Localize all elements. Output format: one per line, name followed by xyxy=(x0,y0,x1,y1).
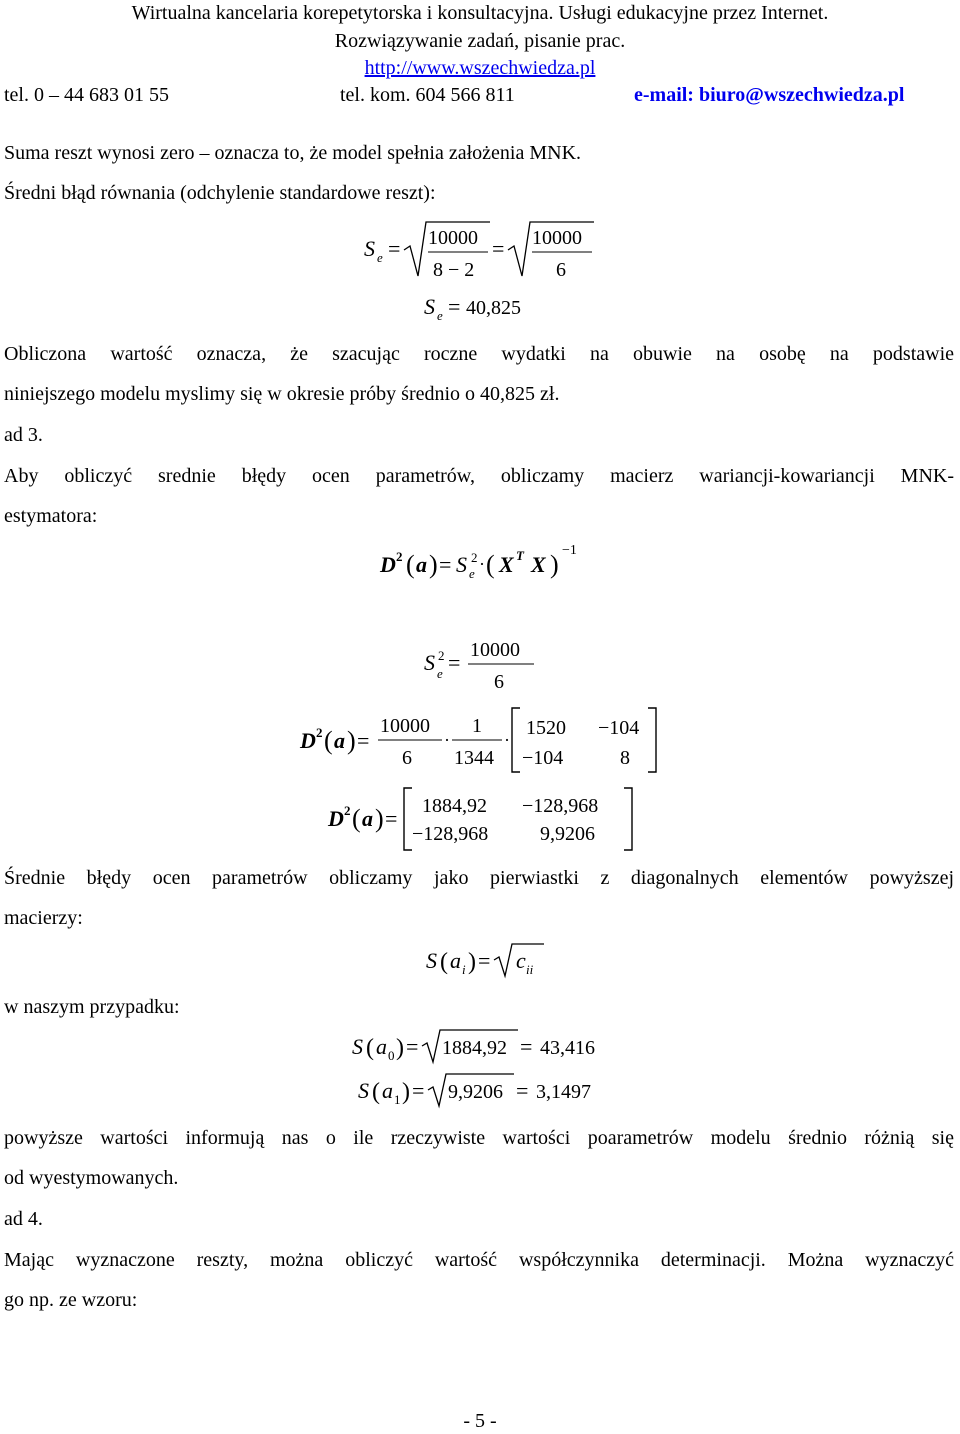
svg-text:e: e xyxy=(437,308,443,323)
svg-text:2: 2 xyxy=(396,549,403,564)
se-num-2: 10000 xyxy=(532,227,582,249)
svg-text:a: a xyxy=(334,728,345,753)
svg-text:T: T xyxy=(516,548,524,563)
header-line2: Rozwiązywanie zadań, pisanie prac. xyxy=(334,30,626,52)
paragraph-std-error: Średni błąd równania (odchylenie standardowe reszt): xyxy=(4,182,436,204)
svg-text:2: 2 xyxy=(471,550,478,565)
s1-res: 3,1497 xyxy=(536,1081,591,1103)
svg-text:·: · xyxy=(444,730,450,750)
svg-text:): ) xyxy=(347,726,356,755)
d-frac1-num: 10000 xyxy=(380,715,430,737)
svg-text:e: e xyxy=(377,250,383,265)
svg-text:(: ( xyxy=(352,804,361,833)
d-frac2-den: 1344 xyxy=(454,747,494,769)
svg-text:=: = xyxy=(492,236,505,261)
svg-text:S: S xyxy=(364,236,375,261)
svg-text:S: S xyxy=(424,294,435,319)
svg-text:=: = xyxy=(439,552,452,577)
svg-text:e: e xyxy=(437,666,443,681)
se-result: 40,825 xyxy=(466,297,521,319)
variance-calc-formula xyxy=(296,704,676,778)
svg-text:=: = xyxy=(520,1034,533,1059)
header-phone: tel. 0 – 44 683 01 55 xyxy=(4,84,169,106)
svg-text:=: = xyxy=(385,806,398,831)
page-number: - 5 - xyxy=(463,1410,497,1432)
paragraph-residuals: Suma reszt wynosi zero – oznacza to, że model spełnia założenia MNK. xyxy=(4,142,582,164)
paragraph-conclusion: powyższe wartości informują nas o ile rzeczywiste wartości poarametrów modelu średnio różnią się od wyestymowanych. xyxy=(4,1127,954,1189)
svg-text:a: a xyxy=(416,552,427,577)
svg-text:0: 0 xyxy=(388,1048,395,1063)
d-frac2-num: 1 xyxy=(472,715,482,737)
svg-text:=: = xyxy=(412,1078,425,1103)
svg-text:e: e xyxy=(469,566,475,581)
std-error-general-formula xyxy=(422,938,552,982)
se2-den: 6 xyxy=(494,671,504,693)
variance-result-formula xyxy=(324,784,644,858)
paragraph-determination: Mając wyznaczone reszty, można obliczyć wartość współczynnika determinacji. Można wyznaczyć go np. ze wzoru: xyxy=(4,1249,954,1311)
m2-a11: 1884,92 xyxy=(422,795,487,817)
svg-text:2: 2 xyxy=(344,803,351,818)
d-frac1-den: 6 xyxy=(402,747,412,769)
svg-text:2: 2 xyxy=(316,725,323,740)
svg-text:a: a xyxy=(450,948,461,973)
s0-val: 1884,92 xyxy=(442,1037,507,1059)
m2-a12: −128,968 xyxy=(522,795,599,817)
svg-text:a: a xyxy=(362,806,373,831)
svg-text:a: a xyxy=(376,1034,387,1059)
paragraph-std-errors: Średnie błędy ocen parametrów obliczamy jako pierwiastki z diagonalnych elementów powyższej macierzy: xyxy=(4,867,954,929)
svg-text:2: 2 xyxy=(438,648,445,663)
svg-text:=: = xyxy=(388,236,401,261)
svg-text:c: c xyxy=(516,948,526,973)
svg-text:·: · xyxy=(504,730,510,750)
svg-text:): ) xyxy=(375,804,384,833)
svg-text:D: D xyxy=(380,552,396,577)
svg-text:·: · xyxy=(479,554,485,574)
svg-text:1: 1 xyxy=(394,1092,401,1107)
m2-a22: 9,9206 xyxy=(540,823,595,845)
std-error-a1-formula xyxy=(354,1068,624,1112)
se-squared-formula xyxy=(420,632,550,696)
svg-text:(: ( xyxy=(406,550,415,579)
svg-text:(: ( xyxy=(440,949,448,975)
svg-text:(: ( xyxy=(366,1035,374,1061)
svg-text:a: a xyxy=(382,1078,393,1103)
website-link[interactable]: http://www.wszechwiedza.pl xyxy=(364,57,596,79)
svg-text:): ) xyxy=(429,550,438,579)
header-url-row xyxy=(0,57,960,80)
svg-text:D: D xyxy=(328,806,344,831)
svg-text:X: X xyxy=(531,552,546,577)
paragraph-variance-matrix: Aby obliczyć srednie błędy ocen parametrów, obliczamy macierz wariancji-kowariancji MNK- estymatora: xyxy=(4,465,954,527)
se-num-1: 10000 xyxy=(428,227,478,249)
svg-text:=: = xyxy=(478,948,491,973)
svg-text:=: = xyxy=(448,294,461,319)
svg-text:=: = xyxy=(448,650,461,675)
svg-text:): ) xyxy=(396,1035,404,1061)
svg-text:=: = xyxy=(516,1078,529,1103)
svg-text:i: i xyxy=(462,962,466,977)
s0-res: 43,416 xyxy=(540,1037,595,1059)
s1-val: 9,9206 xyxy=(448,1081,503,1103)
header-email[interactable]: e-mail: biuro@wszechwiedza.pl xyxy=(634,84,905,106)
svg-text:−1: −1 xyxy=(562,543,577,558)
svg-text:S: S xyxy=(426,948,437,973)
svg-text:(: ( xyxy=(486,550,495,579)
svg-text:=: = xyxy=(357,728,370,753)
se-formula xyxy=(360,214,600,324)
svg-text:): ) xyxy=(468,949,476,975)
paragraph-interpretation: Obliczona wartość oznacza, że szacując roczne wydatki na obuwie na osobę na podstawie niniejszego modelu myslimy się w okresie próby średnio o 40,825 zł. xyxy=(4,343,954,405)
svg-text:): ) xyxy=(550,550,559,579)
svg-text:S: S xyxy=(456,552,467,577)
std-error-a0-formula xyxy=(348,1024,628,1068)
svg-text:): ) xyxy=(402,1079,410,1105)
m1-a21: −104 xyxy=(522,747,564,769)
header-mobile: tel. kom. 604 566 811 xyxy=(340,84,515,106)
paragraph-our-case: w naszym przypadku: xyxy=(4,996,180,1018)
variance-formula xyxy=(376,536,606,586)
svg-text:(: ( xyxy=(372,1079,380,1105)
svg-text:ii: ii xyxy=(526,962,534,977)
svg-text:=: = xyxy=(406,1034,419,1059)
heading-ad4: ad 4. xyxy=(4,1208,43,1230)
se2-num: 10000 xyxy=(470,639,520,661)
svg-text:S: S xyxy=(424,650,435,675)
svg-text:D: D xyxy=(300,728,316,753)
svg-text:S: S xyxy=(352,1034,363,1059)
svg-text:S: S xyxy=(358,1078,369,1103)
se-den-2: 6 xyxy=(556,259,566,281)
heading-ad3: ad 3. xyxy=(4,424,43,446)
m1-a11: 1520 xyxy=(526,717,566,739)
m1-a12: −104 xyxy=(598,717,640,739)
header-line1: Wirtualna kancelaria korepetytorska i konsultacyjna. Usługi edukacyjne przez Internet. xyxy=(131,2,829,24)
svg-text:(: ( xyxy=(324,726,333,755)
m1-a22: 8 xyxy=(620,747,630,769)
svg-text:X: X xyxy=(499,552,514,577)
se-den-1: 8 − 2 xyxy=(433,259,475,281)
m2-a21: −128,968 xyxy=(412,823,489,845)
